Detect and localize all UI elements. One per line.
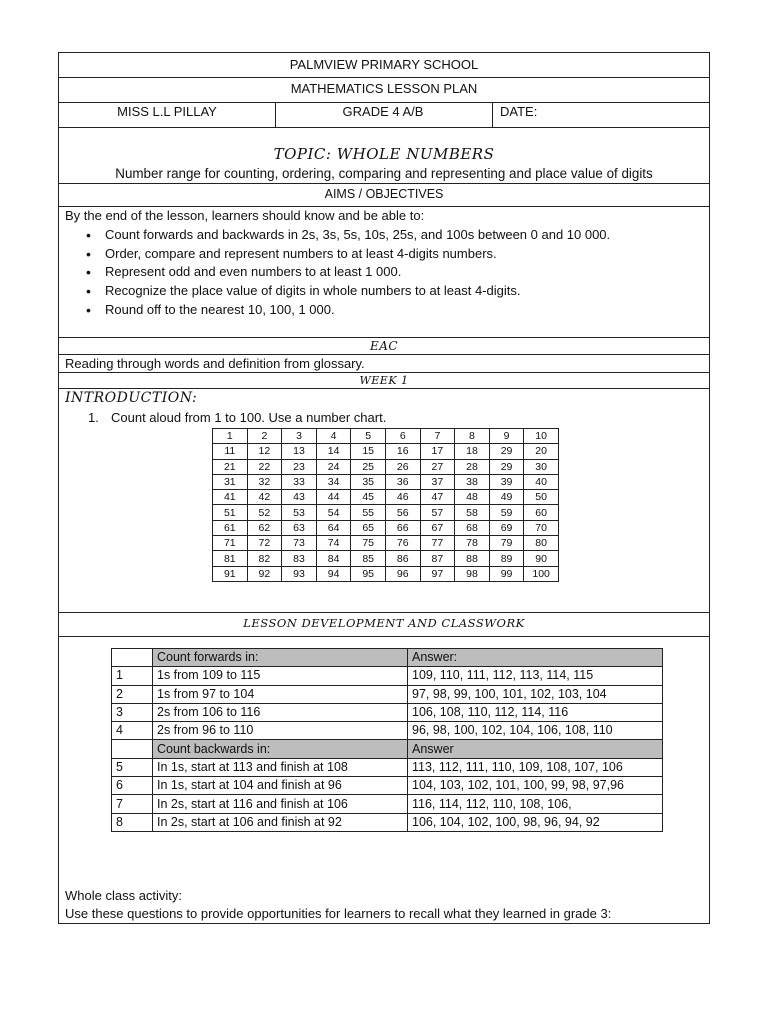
- number-chart-cell: 90: [524, 551, 559, 566]
- number-chart-cell: 77: [420, 536, 455, 551]
- week-row: [59, 373, 709, 389]
- number-chart-cell: 100: [524, 566, 559, 581]
- aims-item: • Count forwards and backwards in 2s, 3s, 5s, 10s, 25s, and 100s between 0 and 10 000.: [59, 226, 709, 245]
- number-chart-cell: 17: [420, 444, 455, 459]
- number-chart-cell: 64: [316, 520, 351, 535]
- number-chart-cell: 52: [247, 505, 282, 520]
- number-chart-cell: 27: [420, 459, 455, 474]
- number-chart-cell: 71: [213, 536, 248, 551]
- number-chart-cell: 47: [420, 490, 455, 505]
- answer-cell: 116, 114, 112, 110, 108, 106,: [408, 795, 663, 813]
- aims-heading-row: [59, 184, 709, 207]
- row-number: 6: [112, 777, 153, 795]
- intro-step-text: Count aloud from 1 to 100. Use a number chart.: [111, 410, 387, 425]
- eac-text: Reading through words and definition from glossary.: [65, 356, 365, 371]
- row-number: 2: [112, 685, 153, 703]
- number-chart-cell: 29: [489, 459, 524, 474]
- number-chart-cell: 25: [351, 459, 386, 474]
- number-chart-cell: 68: [455, 520, 490, 535]
- aims-heading: AIMS / OBJECTIVES: [324, 187, 444, 201]
- number-chart-cell: 1: [213, 429, 248, 444]
- number-chart-cell: 2: [247, 429, 282, 444]
- eac-text-row: [59, 355, 709, 373]
- backward-header: Count backwards in:: [153, 740, 408, 758]
- number-chart-cell: 11: [213, 444, 248, 459]
- number-chart-cell: 38: [455, 474, 490, 489]
- number-chart-cell: 59: [489, 505, 524, 520]
- number-chart-cell: 85: [351, 551, 386, 566]
- number-chart-cell: 60: [524, 505, 559, 520]
- counting-table: [111, 648, 663, 832]
- number-chart-cell: 32: [247, 474, 282, 489]
- lesson-development-heading: LESSON DEVELOPMENT AND CLASSWORK: [243, 616, 525, 630]
- question-cell: 1s from 109 to 115: [153, 667, 408, 685]
- table-row: [112, 813, 663, 831]
- introduction-heading: INTRODUCTION:: [65, 390, 198, 406]
- number-chart-cell: 21: [213, 459, 248, 474]
- school-name-row: [59, 53, 709, 78]
- table-row: [112, 703, 663, 721]
- number-chart-cell: 79: [489, 536, 524, 551]
- number-chart-cell: 87: [420, 551, 455, 566]
- answer-cell: 109, 110, 111, 112, 113, 114, 115: [408, 667, 663, 685]
- number-chart-cell: 89: [489, 551, 524, 566]
- number-chart-cell: 33: [282, 474, 317, 489]
- forward-header: Count forwards in:: [153, 649, 408, 667]
- number-chart-cell: 13: [282, 444, 317, 459]
- number-chart-cell: 22: [247, 459, 282, 474]
- answer-cell: 97, 98, 99, 100, 101, 102, 103, 104: [408, 685, 663, 703]
- number-chart-cell: 4: [316, 429, 351, 444]
- number-chart-cell: 66: [385, 520, 420, 535]
- number-chart-cell: 41: [213, 490, 248, 505]
- number-chart-cell: 63: [282, 520, 317, 535]
- question-cell: In 1s, start at 113 and finish at 108: [153, 758, 408, 776]
- eac-heading-row: [59, 338, 709, 355]
- number-chart-cell: 20: [524, 444, 559, 459]
- number-chart-cell: 70: [524, 520, 559, 535]
- number-chart-cell: 3: [282, 429, 317, 444]
- number-chart-cell: 55: [351, 505, 386, 520]
- number-chart-cell: 42: [247, 490, 282, 505]
- info-row: [59, 103, 709, 128]
- number-chart-cell: 58: [455, 505, 490, 520]
- table-row: [112, 722, 663, 740]
- date-label: DATE:: [500, 104, 538, 119]
- number-chart-cell: 98: [455, 566, 490, 581]
- number-chart-cell: 44: [316, 490, 351, 505]
- number-chart-cell: 82: [247, 551, 282, 566]
- whole-class-text: Use these questions to provide opportunities for learners to recall what they learned in grade 3:: [65, 906, 612, 921]
- number-chart-cell: 51: [213, 505, 248, 520]
- aims-item: • Represent odd and even numbers to at least 1 000.: [59, 263, 709, 282]
- number-chart-cell: 93: [282, 566, 317, 581]
- number-chart-cell: 36: [385, 474, 420, 489]
- question-cell: In 2s, start at 116 and finish at 106: [153, 795, 408, 813]
- number-chart-cell: 97: [420, 566, 455, 581]
- school-name: PALMVIEW PRIMARY SCHOOL: [289, 57, 479, 72]
- answer-cell: 106, 104, 102, 100, 98, 96, 94, 92: [408, 813, 663, 831]
- number-chart-cell: 92: [247, 566, 282, 581]
- row-number: 7: [112, 795, 153, 813]
- teacher-name: MISS L.L PILLAY: [117, 104, 217, 119]
- number-chart-cell: 76: [385, 536, 420, 551]
- row-number: 8: [112, 813, 153, 831]
- number-chart-cell: 50: [524, 490, 559, 505]
- number-chart-row: [213, 429, 559, 444]
- table-cell: [112, 740, 153, 758]
- number-chart-cell: 12: [247, 444, 282, 459]
- number-chart-cell: 81: [213, 551, 248, 566]
- number-chart-cell: 18: [455, 444, 490, 459]
- topic-subtitle: Number range for counting, ordering, comparing and representing and place value of digits: [115, 166, 653, 181]
- table-row: [112, 795, 663, 813]
- number-chart-cell: 94: [316, 566, 351, 581]
- number-chart-cell: 28: [455, 459, 490, 474]
- lesson-development-row: [59, 613, 709, 637]
- aims-body: [59, 207, 709, 338]
- question-cell: In 1s, start at 104 and finish at 96: [153, 777, 408, 795]
- number-chart-cell: 31: [213, 474, 248, 489]
- number-chart-cell: 99: [489, 566, 524, 581]
- question-cell: 2s from 106 to 116: [153, 703, 408, 721]
- aims-item: • Recognize the place value of digits in whole numbers to at least 4-digits.: [59, 282, 709, 301]
- number-chart-row: [213, 459, 559, 474]
- topic-title: TOPIC: WHOLE NUMBERS: [273, 145, 495, 163]
- number-chart-row: [213, 490, 559, 505]
- answer-cell: 113, 112, 111, 110, 109, 108, 107, 106: [408, 758, 663, 776]
- question-cell: 2s from 96 to 110: [153, 722, 408, 740]
- answer-cell: 104, 103, 102, 101, 100, 99, 98, 97,96: [408, 777, 663, 795]
- number-chart-cell: 39: [489, 474, 524, 489]
- number-chart-cell: 35: [351, 474, 386, 489]
- divider: [492, 103, 493, 127]
- topic-row: [59, 128, 709, 184]
- number-chart-cell: 96: [385, 566, 420, 581]
- row-number: 4: [112, 722, 153, 740]
- number-chart-cell: 49: [489, 490, 524, 505]
- number-chart-cell: 57: [420, 505, 455, 520]
- number-chart-cell: 83: [282, 551, 317, 566]
- number-chart-cell: 34: [316, 474, 351, 489]
- number-chart-cell: 75: [351, 536, 386, 551]
- number-chart-cell: 95: [351, 566, 386, 581]
- aims-item: • Round off to the nearest 10, 100, 1 000.: [59, 301, 709, 320]
- number-chart-row: [213, 551, 559, 566]
- number-chart-cell: 56: [385, 505, 420, 520]
- number-chart-cell: 40: [524, 474, 559, 489]
- number-chart-cell: 69: [489, 520, 524, 535]
- grade-label: GRADE 4 A/B: [342, 104, 424, 119]
- number-chart-cell: 86: [385, 551, 420, 566]
- number-chart-cell: 53: [282, 505, 317, 520]
- answer-cell: 106, 108, 110, 112, 114, 116: [408, 703, 663, 721]
- number-chart-cell: 26: [385, 459, 420, 474]
- number-chart-cell: 67: [420, 520, 455, 535]
- aims-intro: By the end of the lesson, learners should know and be able to:: [65, 208, 425, 223]
- number-chart-cell: 16: [385, 444, 420, 459]
- number-chart-cell: 78: [455, 536, 490, 551]
- number-chart-cell: 73: [282, 536, 317, 551]
- number-chart-cell: 72: [247, 536, 282, 551]
- number-chart-cell: 24: [316, 459, 351, 474]
- number-chart-cell: 6: [385, 429, 420, 444]
- number-chart-row: [213, 520, 559, 535]
- number-chart-cell: 8: [455, 429, 490, 444]
- number-chart-cell: 37: [420, 474, 455, 489]
- table-row: [112, 758, 663, 776]
- week-label: WEEK 1: [359, 374, 409, 387]
- question-cell: 1s from 97 to 104: [153, 685, 408, 703]
- number-chart-cell: 7: [420, 429, 455, 444]
- number-chart-cell: 5: [351, 429, 386, 444]
- number-chart-cell: 84: [316, 551, 351, 566]
- number-chart-row: [213, 566, 559, 581]
- number-chart-cell: 62: [247, 520, 282, 535]
- aims-list: [59, 226, 709, 320]
- aims-item: • Order, compare and represent numbers to at least 4-digits numbers.: [59, 245, 709, 264]
- table-row: [112, 777, 663, 795]
- number-chart-cell: 46: [385, 490, 420, 505]
- forward-answer-header: Answer:: [408, 649, 663, 667]
- answer-cell: 96, 98, 100, 102, 104, 106, 108, 110: [408, 722, 663, 740]
- number-chart-cell: 54: [316, 505, 351, 520]
- number-chart-cell: 15: [351, 444, 386, 459]
- number-chart-cell: 91: [213, 566, 248, 581]
- table-row: [112, 667, 663, 685]
- question-cell: In 2s, start at 106 and finish at 92: [153, 813, 408, 831]
- plan-title-row: [59, 78, 709, 103]
- number-chart-row: [213, 444, 559, 459]
- number-chart-cell: 61: [213, 520, 248, 535]
- table-cell: [112, 649, 153, 667]
- number-chart-cell: 88: [455, 551, 490, 566]
- row-number: 1: [112, 667, 153, 685]
- number-chart-cell: 80: [524, 536, 559, 551]
- number-chart-cell: 65: [351, 520, 386, 535]
- number-chart-cell: 23: [282, 459, 317, 474]
- table-row: [112, 649, 663, 667]
- number-chart: [212, 428, 559, 582]
- number-chart-cell: 74: [316, 536, 351, 551]
- number-chart-cell: 9: [489, 429, 524, 444]
- number-chart-cell: 10: [524, 429, 559, 444]
- number-chart-row: [213, 474, 559, 489]
- number-chart-cell: 29: [489, 444, 524, 459]
- number-chart-cell: 30: [524, 459, 559, 474]
- table-row: [112, 685, 663, 703]
- number-chart-cell: 43: [282, 490, 317, 505]
- intro-step-number: 1.: [88, 410, 99, 425]
- number-chart-row: [213, 505, 559, 520]
- number-chart-cell: 45: [351, 490, 386, 505]
- whole-class-heading: Whole class activity:: [65, 888, 183, 903]
- backward-answer-header: Answer: [408, 740, 663, 758]
- plan-title: MATHEMATICS LESSON PLAN: [290, 81, 478, 96]
- number-chart-row: [213, 536, 559, 551]
- number-chart-cell: 14: [316, 444, 351, 459]
- row-number: 3: [112, 703, 153, 721]
- number-chart-cell: 48: [455, 490, 490, 505]
- lesson-plan-document: [58, 52, 710, 924]
- table-row: [112, 740, 663, 758]
- row-number: 5: [112, 758, 153, 776]
- eac-heading: EAC: [369, 339, 399, 353]
